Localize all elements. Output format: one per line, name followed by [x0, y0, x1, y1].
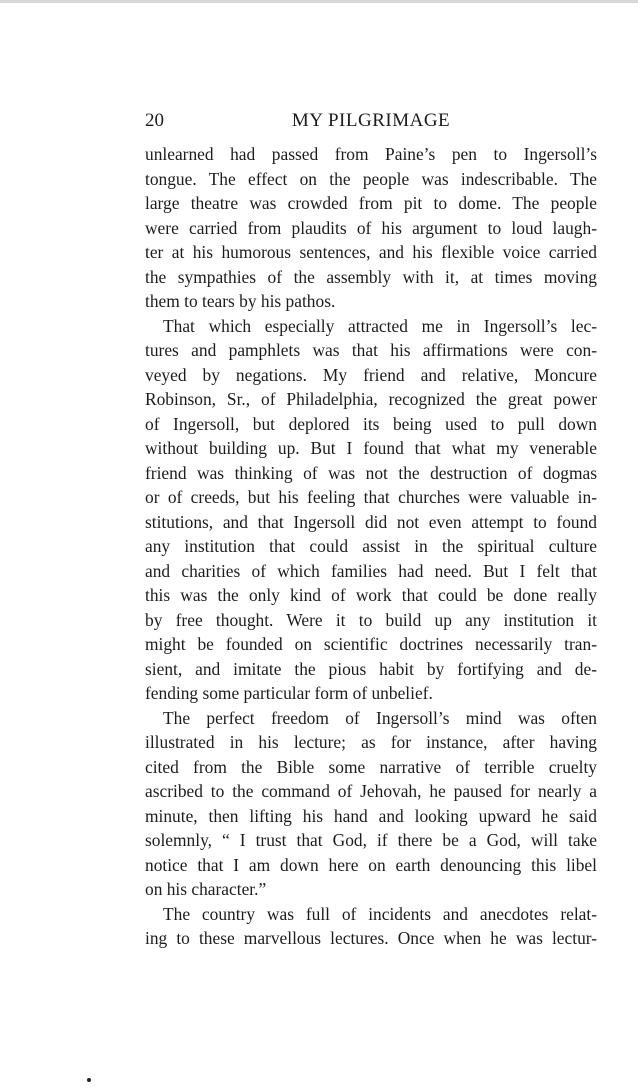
- text-line: cited from the Bible some narrative of terrible cruelty: [145, 756, 597, 777]
- text-line: fending some particular form of unbelief.: [145, 683, 433, 703]
- text-line: tongue. The effect on the people was indescribable. The: [145, 168, 597, 189]
- text-line: solemnly, “ I trust that God, if there be a God, will take: [145, 830, 597, 850]
- body-text: [145, 142, 597, 951]
- text-line: large theatre was crowded from pit to dome. The people: [145, 193, 597, 213]
- text-line: or of creeds, but his feeling that churches were valuable in-: [145, 487, 597, 507]
- text-line: were carried from plaudits of his argument to loud laugh-: [145, 217, 597, 238]
- text-line: That which especially attracted me in Ingersoll’s lec-: [163, 315, 597, 336]
- text-line: by free thought. Were it to build up any institution it: [145, 609, 597, 630]
- text-line: The perfect freedom of Ingersoll’s mind was often: [163, 707, 597, 728]
- text-line: ascribed to the command of Jehovah, he paused for nearly a: [145, 781, 597, 801]
- text-line: without building up. But I found that what my venerable: [145, 438, 597, 458]
- page-top-edge: [0, 0, 638, 3]
- text-line: and charities of which families had need. But I felt that: [145, 560, 597, 581]
- text-line: any institution that could assist in the spiritual culture: [145, 536, 597, 556]
- text-line: veyed by negations. My friend and relative, Moncure: [145, 364, 597, 385]
- text-line: ter at his humorous sentences, and his flexible voice carried: [145, 242, 597, 262]
- text-line: of Ingersoll, but deplored its being used to pull down: [145, 413, 597, 434]
- stray-mark: [87, 1078, 91, 1082]
- text-line: Robinson, Sr., of Philadelphia, recognized the great power: [145, 389, 597, 409]
- text-line: them to tears by his pathos.: [145, 291, 336, 311]
- text-line: ing to these marvellous lectures. Once when he was lectur-: [145, 928, 597, 948]
- text-line: sient, and imitate the pious habit by fortifying and de-: [145, 658, 597, 679]
- text-line: illustrated in his lecture; as for instance, after having: [145, 732, 597, 752]
- text-line: might be founded on scientific doctrines necessarily tran-: [145, 634, 597, 654]
- text-line: minute, then lifting his hand and looking upward he said: [145, 805, 597, 826]
- running-title: MY PILGRIMAGE: [291, 110, 451, 131]
- text-line: unlearned had passed from Paine’s pen to Ingersoll’s: [145, 144, 597, 164]
- text-line: stitutions, and that Ingersoll did not even attempt to found: [145, 511, 597, 532]
- text-line: The country was full of incidents and anecdotes relat-: [163, 903, 597, 924]
- text-line: tures and pamphlets was that his affirmations were con-: [145, 340, 597, 360]
- text-line: friend was thinking of was not the destruction of dogmas: [145, 462, 597, 483]
- text-line: the sympathies of the assembly with it, at times moving: [145, 266, 597, 287]
- page-number: 20: [145, 110, 164, 131]
- text-line: on his character.”: [145, 879, 267, 899]
- text-line: notice that I am down here on earth denouncing this libel: [145, 854, 597, 875]
- text-line: this was the only kind of work that could be done really: [145, 585, 597, 605]
